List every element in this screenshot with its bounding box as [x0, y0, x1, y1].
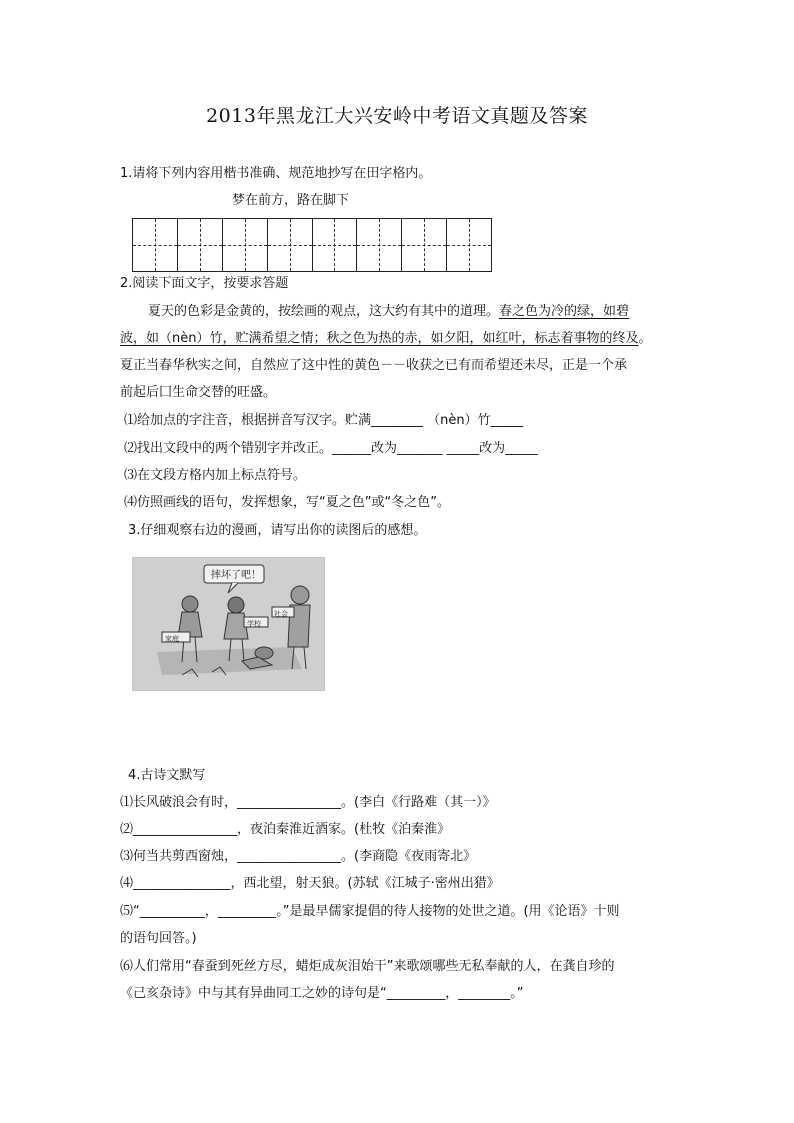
passage-text: 夏天的色彩是金黄的，按绘画的观点，这大约有其中的道理。: [148, 304, 500, 319]
q4-line-5: ⑸“__________，_________。”是最早儒家提倡的待人接物的处世之道。(用《论语》十则: [120, 904, 620, 919]
grid-cell[interactable]: [133, 219, 177, 271]
q2-sub-question-2: ⑵找出文段中的两个错别字并改正。______改为_______ _____改为_____: [124, 441, 538, 456]
q4-line-3: ⑶何当共剪西窗烛，________________。(李商隐《夜雨寄北》: [120, 849, 477, 864]
q4-line-6-cont: 《己亥杂诗》中与其有异曲同工之妙的诗句是“_________，________。”: [120, 986, 524, 1001]
q2-sub-question-3: ⑶在文段方格内加上标点符号。: [124, 468, 307, 483]
q2-prompt: 2.阅读下面文字，按要求答题: [120, 276, 289, 291]
grid-cell[interactable]: [446, 219, 491, 271]
q2-sub-question-4: ⑷仿照画线的语句，发挥想象，写“夏之色”或“冬之色”。: [124, 495, 450, 510]
q1-copy-text: 梦在前方，路在脚下: [232, 193, 350, 208]
underlined-sentence: 春之色为冷的绿，如碧: [499, 304, 630, 319]
cartoon-image: [132, 557, 325, 691]
q4-line-4: ⑷_______________，西北望，射天狼。(苏轼《江城子·密州出猎》: [120, 876, 500, 891]
tianzige-grid[interactable]: [132, 218, 492, 272]
sign-family: 家庭: [165, 635, 179, 643]
grid-cell[interactable]: [356, 219, 401, 271]
sign-society: 社会: [274, 610, 288, 618]
q4-line-5-cont: 的语句回答。): [120, 931, 197, 946]
document-title: 2013年黑龙江大兴安岭中考语文真题及答案: [206, 105, 588, 127]
q4-line-6: ⑹人们常用“春蚕到死丝方尽，蜡炬成灰泪始干”来歌颂哪些无私奉献的人，在龚自珍的: [120, 959, 615, 974]
q2-passage-line-4: 前起后囗生命交替的旺盛。: [120, 385, 277, 400]
grid-cell[interactable]: [267, 219, 312, 271]
passage-text: 。: [638, 331, 652, 346]
q4-prompt: 4.古诗文默写: [128, 768, 206, 783]
grid-cell[interactable]: [312, 219, 357, 271]
q2-passage-line-1: [148, 303, 629, 321]
q2-sub-question-1: ⑴给加点的字注音，根据拼音写汉字。贮满________ （nèn）竹_____: [124, 413, 524, 428]
q2-passage-line-2: [120, 330, 652, 348]
q1-prompt: 1.请将下列内容用楷书准确、规范地抄写在田字格内。: [120, 166, 432, 181]
sign-school: 学校: [247, 620, 261, 628]
grid-cell[interactable]: [222, 219, 267, 271]
underlined-sentence: 波，如（nèn）竹，贮满希望之情；秋之色为热的赤，如夕阳，如红叶，标志着事物的终及: [120, 331, 639, 346]
q3-prompt: 3.仔细观察右边的漫画，请写出你的读图后的感想。: [128, 523, 427, 538]
grid-cell[interactable]: [401, 219, 446, 271]
grid-cell[interactable]: [177, 219, 222, 271]
q2-passage-line-3: 夏正当春华秋实之间，自然应了这中性的黄色－－收获之已有而希望还未尽，正是一个承: [120, 358, 628, 373]
q4-line-2: ⑵________________，夜泊秦淮近酒家。(杜牧《泊秦淮》: [120, 822, 451, 837]
cartoon-speech: 摔坏了吧！: [211, 570, 261, 581]
q4-line-1: ⑴长风破浪会有时，________________。(李白《行路难（其一）》: [120, 795, 496, 810]
